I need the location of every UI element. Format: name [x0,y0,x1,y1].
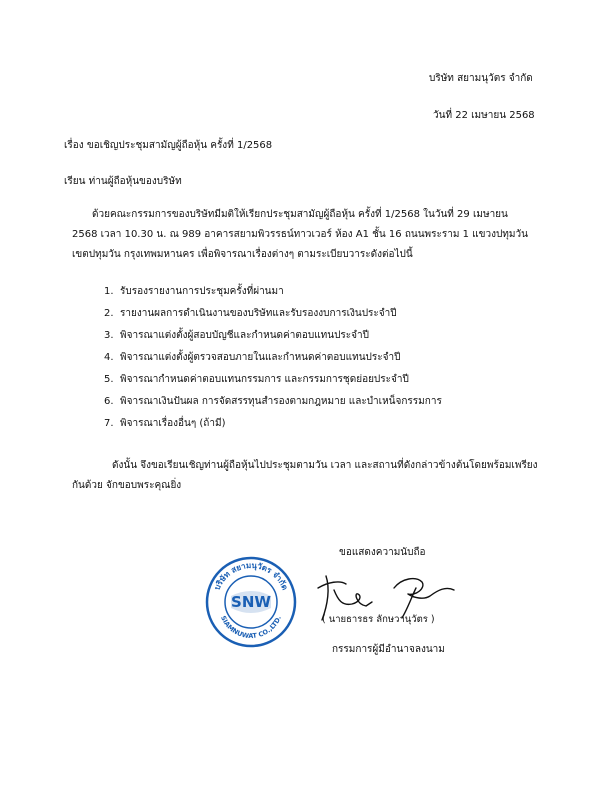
agenda-item [104,391,442,413]
closing-line: กันด้วย จักขอบพระคุณยิ่ง [72,480,182,491]
agenda-item [104,303,442,325]
agenda-text: รายงานผลการดำเนินงานของบริษัทและรับรองงบการเงินประจำปี [120,308,397,319]
agenda-list [104,281,442,435]
agenda-number: 6. [104,396,114,407]
agenda-number: 3. [104,330,114,341]
agenda-number: 4. [104,352,114,363]
agenda-item [104,281,442,303]
closing-paragraph [72,456,552,496]
agenda-item [104,325,442,347]
agenda-item [104,413,442,435]
signer-title: กรรมการผู้มีอำนาจลงนาม [332,644,445,655]
document-date: วันที่ 22 เมษายน 2568 [433,110,535,121]
agenda-item [104,347,442,369]
agenda-number: 7. [104,418,114,429]
regards-text: ขอแสดงความนับถือ [339,547,426,558]
salutation-line: เรียน ท่านผู้ถือหุ้นของบริษัท [64,176,182,187]
agenda-item [104,369,442,391]
agenda-text: พิจารณาแต่งตั้งผู้สอบบัญชีและกำหนดค่าตอบแทนประจำปี [120,330,369,341]
subject-line: เรื่อง ขอเชิญประชุมสามัญผู้ถือหุ้น ครั้งที่ 1/2568 [64,140,273,151]
signer-name: ( นายธารธร ลักษวานุวัตร ) [322,614,435,625]
agenda-text: พิจารณาแต่งตั้งผู้ตรวจสอบภายในและกำหนดค่าตอบแทนประจำปี [120,352,401,363]
company-seal [205,556,297,648]
closing-line: ดังนั้น จึงขอเรียนเชิญท่านผู้ถือหุ้นไปประชุมตามวัน เวลา และสถานที่ดังกล่าวข้างต้นโดยพร้อมเพรียง [112,460,538,471]
agenda-text: พิจารณาเรื่องอื่นๆ (ถ้ามี) [120,418,226,429]
body-line: 2568 เวลา 10.30 น. ณ 989 อาคารสยามพิวรรธน์ทาวเวอร์ ห้อง A1 ชั้น 16 ถนนพระราม 1 แขวงปทุมวัน [72,229,528,240]
agenda-text: รับรองรายงานการประชุมครั้งที่ผ่านมา [120,286,284,297]
agenda-text: พิจารณาเงินปันผล การจัดสรรทุนสำรองตามกฎหมาย และบำเหน็จกรรมการ [120,396,442,407]
agenda-text: พิจารณากำหนดค่าตอบแทนกรรมการ และกรรมการชุดย่อยประจำปี [120,374,409,385]
agenda-number: 1. [104,286,114,297]
agenda-number: 2. [104,308,114,319]
body-line: เขตปทุมวัน กรุงเทพมหานคร เพื่อพิจารณาเรื่องต่างๆ ตามระเบียบวาระดังต่อไปนี้ [72,249,413,260]
agenda-number: 5. [104,374,114,385]
body-line: ด้วยคณะกรรมการของบริษัทมีมติให้เรียกประชุมสามัญผู้ถือหุ้น ครั้งที่ 1/2568 ในวันที่ 29 เมษายน [92,209,508,220]
seal-text-top: บริษัท สยามนุวัตร จำกัด [212,560,290,592]
body-paragraph [72,205,552,265]
company-name: บริษัท สยามนุวัตร จำกัด [429,73,533,84]
seal-text-bottom: SIAMNUWAT CO.,LTD. [219,614,283,641]
seal-logo: SNW [231,593,271,611]
